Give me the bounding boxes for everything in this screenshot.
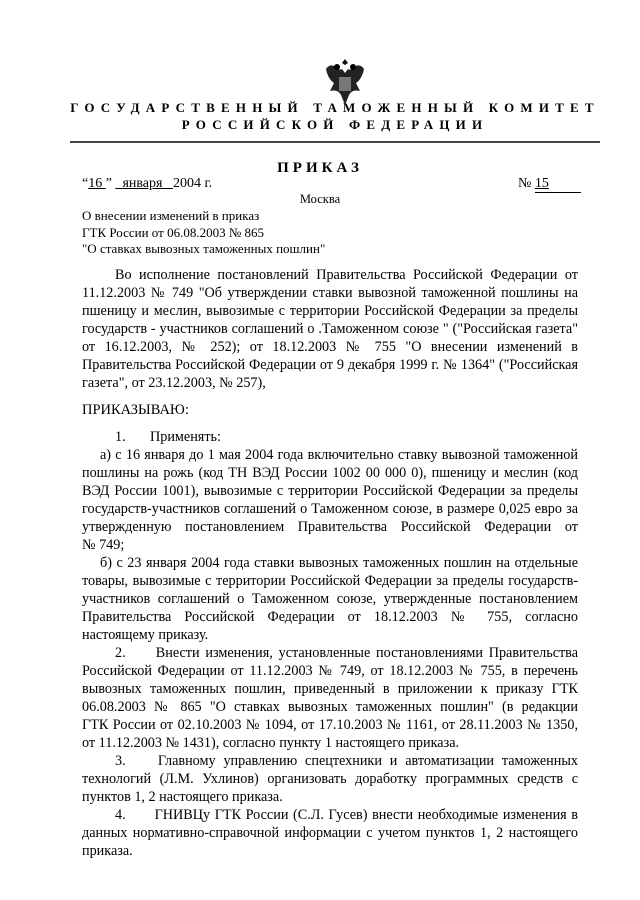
text-line: б) с 23 января 2004 года ставки вывозных таможенных пошлин на отдельные [100, 555, 578, 571]
text-line: технологий (Л.М. Ухлинов) организовать доработку программных средств с [82, 771, 578, 787]
date-year: 2004 [172, 176, 201, 191]
quote: “ [82, 176, 89, 191]
text-line: участников соглашений о Таможенном союзе, утвержденные постановлением [82, 591, 578, 607]
text-line: утвержденную постановлением Правительства Российской Федерации от [82, 519, 578, 535]
text-line: 11.12.2003 № 749 "Об утверждении ставки вывозной таможенной пошлины на [82, 285, 578, 301]
preamble [82, 266, 578, 392]
text-line: 06.08.2003 № 865 "О ставках вывозных таможенных пошлин" (в редакции [82, 699, 578, 715]
text-line: а) с 16 января до 1 мая 2004 года включительно ставку вывозной таможенной [100, 447, 578, 463]
text-line: приказа. [82, 843, 133, 859]
text: Главному управлению спецтехники и автоматизации таможенных [157, 753, 578, 769]
month-text: января [122, 176, 163, 191]
item-number: 2. [115, 645, 126, 661]
text-line: государств - участников соглашений о .Таможенном союзе " ("Российская газета" [82, 321, 578, 337]
item-2-first-line [82, 644, 578, 662]
text-line: вывозных таможенных пошлин, приведенный в приложении к приказу ГТК [82, 681, 578, 697]
text-line: ГТК России от 02.10.2003 № 1094, от 17.10.2003 № 1161, от 28.11.2003 № 1350, [82, 717, 578, 733]
subject-line: "О ставках вывозных таможенных пошлин" [82, 241, 326, 256]
order-title: ПРИКАЗ [277, 160, 363, 176]
order-number [518, 176, 581, 193]
item-number: 4. [115, 807, 126, 823]
text-line: ВЭД России 1001), вывозимые с территории Российской Федерации за пределы [82, 483, 578, 499]
text-line: № 749; [82, 537, 125, 553]
text-line: данных нормативно-справочной информации с учетом пунктов 1, 2 настоящего [82, 825, 578, 841]
text-line: пошлины на рожь (код ТН ВЭД России 1002 00 000 0), пшеницу и меслин (код [82, 465, 578, 481]
item-number: 3. [115, 753, 126, 769]
text: ГНИВЦу ГТК России (С.Л. Гусев) внести необходимые изменения в [154, 807, 578, 823]
order-subject [82, 208, 325, 258]
subject-line: О внесении изменений в приказ [82, 208, 260, 223]
item-title: Применять: [150, 429, 221, 445]
number-value: 15 [535, 176, 581, 193]
order-date [82, 176, 212, 192]
text-line: Правительства Российской Федерации от 18.12.2003 № 755, согласно [82, 609, 578, 625]
text-line: пшеницу и меслин, вывозимые с территории Российской Федерации за пределы [82, 303, 578, 319]
text-line: настоящему приказу. [82, 627, 209, 643]
date-month [115, 176, 173, 191]
text-line: товары, вывозимые с территории Российской Федерации за пределы государств- [82, 573, 578, 589]
year-suffix: г. [200, 176, 213, 191]
text-line: Российской Федерации от 11.12.2003 № 749, от 18.12.2003 № 755, в перечень [82, 663, 578, 679]
subject-line: ГТК России от 06.08.2003 № 865 [82, 224, 264, 240]
item-3-first-line [82, 752, 578, 770]
text-line: Во исполнение постановлений Правительства Российской Федерации от [115, 267, 578, 283]
order-directive: ПРИКАЗЫВАЮ: [82, 402, 189, 418]
order-items [82, 428, 578, 860]
quote: ” [105, 176, 112, 191]
item-1-heading [82, 428, 578, 446]
org-name-line2: РОССИЙСКОЙ ФЕДЕРАЦИИ [181, 117, 489, 132]
number-label: № [518, 176, 532, 191]
text-line: государств-участников соглашений о Таможенном союзе, в размере 0,025 евро за [82, 501, 578, 517]
item-number: 1. [115, 429, 126, 445]
item-4-first-line [82, 806, 578, 824]
header-divider [70, 141, 600, 143]
date-day: 16 [88, 176, 106, 191]
text-line: Правительства Российской Федерации от 9 декабря 1999 г. № 1364" ("Российская [82, 357, 578, 373]
text-line: газета", от 23.12.2003, № 257), [82, 375, 266, 391]
org-name-line1: ГОСУДАРСТВЕННЫЙ ТАМОЖЕННЫЙ КОМИТЕТ [70, 100, 600, 115]
city: Москва [299, 192, 341, 206]
text-line: от 11.12.2003 № 1431), согласно пункту 1 настоящего приказа. [82, 735, 460, 751]
text-line: пунктов 1, 2 настоящего приказа. [82, 789, 283, 805]
text-line: от 16.12.2003, № 252); от 18.12.2003 № 755 "О внесении изменений в [82, 339, 578, 355]
text: Внести изменения, установленные постановлениями Правительства [155, 645, 578, 661]
